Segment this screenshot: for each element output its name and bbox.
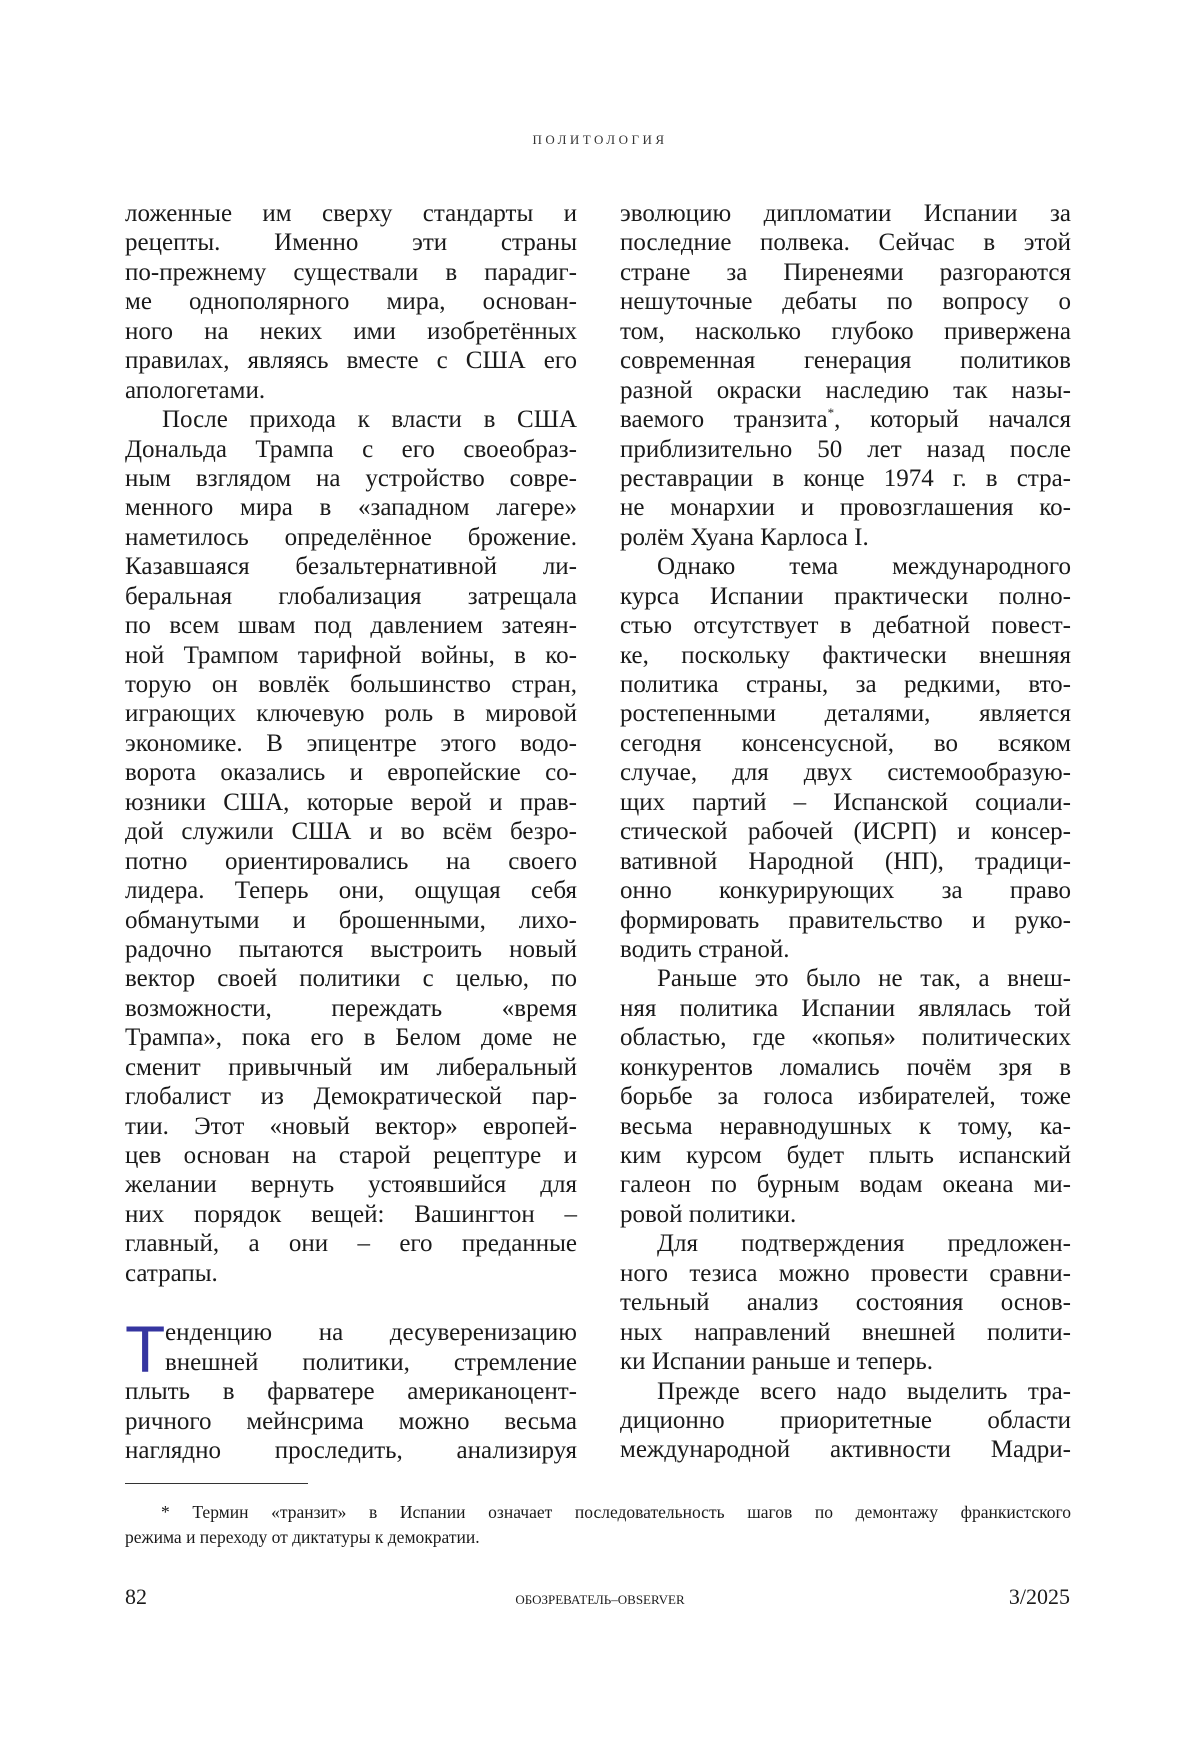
text-line: глобалист из Демократической пар-: [125, 1082, 577, 1111]
text-line: торую он вовлёк большинство стран,: [125, 670, 577, 699]
text-line: ных направлений внешней полити-: [620, 1318, 1071, 1347]
text-line: случае, для двух системообразую-: [620, 758, 1071, 787]
text-line: онно конкурирующих за право: [620, 876, 1071, 905]
paragraph: [620, 1377, 1071, 1465]
text-line: них порядок вещей: Вашингтон –: [125, 1200, 577, 1229]
text-line: вектор своей политики с целью, по: [125, 964, 577, 993]
page-number: 82: [125, 1584, 147, 1610]
text-line: ким курсом будет плыть испанский: [620, 1141, 1071, 1170]
text-line: нешуточные дебаты по вопросу о: [620, 287, 1071, 316]
text-line: курса Испании практически полно-: [620, 582, 1071, 611]
text-line: не монархии и провозглашения ко-: [620, 493, 1071, 522]
text-line: обманутыми и брошенными, лихо-: [125, 906, 577, 935]
text-line: [620, 405, 1071, 434]
text-line: весьма неравнодушных к тому, ка-: [620, 1112, 1071, 1141]
text-line: ричного мейнсрима можно весьма: [125, 1407, 577, 1436]
footnote-line: режима и переходу от диктатуры к демократии.: [125, 1525, 1071, 1550]
text-line: международной активности Мадри-: [620, 1435, 1071, 1464]
text-line: ке, поскольку фактически внешняя: [620, 641, 1071, 670]
text-line: играющих ключевую роль в мировой: [125, 699, 577, 728]
text-line: диционно приоритетные области: [620, 1406, 1071, 1435]
text-line: цев основан на старой рецептуре и: [125, 1141, 577, 1170]
text-line: экономике. В эпицентре этого водо-: [125, 729, 577, 758]
drop-cap: Т: [125, 1322, 165, 1376]
text-line: областью, где «копья» политических: [620, 1023, 1071, 1052]
text-line: политика страны, за редкими, вто-: [620, 670, 1071, 699]
text-line: реставрации в конце 1974 г. в стра-: [620, 464, 1071, 493]
text-line: формировать правительство и руко-: [620, 906, 1071, 935]
text-line: ложенные им сверху стандарты и: [125, 199, 577, 228]
issue-number: 3/2025: [1009, 1584, 1070, 1610]
text-line: няя политика Испании являлась той: [620, 994, 1071, 1023]
text-line: ворота оказались и европейские со-: [125, 758, 577, 787]
text-line: эволюцию дипломатии Испании за: [620, 199, 1071, 228]
text-line: стической рабочей (ИСРП) и консер-: [620, 817, 1071, 846]
text-line: плыть в фарватере американоцент-: [125, 1377, 577, 1406]
text-line: Казавшаяся безальтернативной ли-: [125, 552, 577, 581]
text-line: том, насколько глубоко привержена: [620, 317, 1071, 346]
text-line: щих партий – Испанской социали-: [620, 788, 1071, 817]
text-line: радочно пытаются выстроить новый: [125, 935, 577, 964]
text-line: юзники США, которые верой и прав-: [125, 788, 577, 817]
text-line: Однако тема международного: [620, 552, 1071, 581]
paragraph: [125, 405, 577, 1288]
text-segment: , который начался: [834, 406, 1071, 433]
text-line: по всем швам под давлением затеян-: [125, 611, 577, 640]
text-line: водить страной.: [620, 935, 1071, 964]
text-line: Трампа», пока его в Белом доме не: [125, 1023, 577, 1052]
text-line: дой служили США и во всём безро-: [125, 817, 577, 846]
text-line: рецепты. Именно эти страны: [125, 228, 577, 257]
text-line: возможности, переждать «время: [125, 994, 577, 1023]
text-line: ровой политики.: [620, 1200, 1071, 1229]
text-line: конкурентов ломались почём зря в: [620, 1053, 1071, 1082]
text-line: Прежде всего надо выделить тра-: [620, 1377, 1071, 1406]
text-line: внешней политики, стремление: [125, 1348, 577, 1377]
paragraph: [125, 1318, 577, 1465]
text-line: ростепенными деталями, является: [620, 699, 1071, 728]
text-line: апологетами.: [125, 376, 577, 405]
text-line: тельный анализ состояния основ-: [620, 1288, 1071, 1317]
footnote: [125, 1500, 1071, 1550]
text-line: енденцию на десуверенизацию: [125, 1318, 577, 1347]
footnote-line: * Термин «транзит» в Испании означает последовательность шагов по демонтажу франкистского: [125, 1500, 1071, 1525]
text-line: вативной Народной (НП), традици-: [620, 847, 1071, 876]
left-column: [125, 199, 577, 1465]
text-line: лидера. Теперь они, ощущая себя: [125, 876, 577, 905]
text-line: ки Испании раньше и теперь.: [620, 1347, 1071, 1376]
paragraph: [620, 199, 1071, 552]
paragraph: [620, 552, 1071, 964]
text-line: ным взглядом на устройство совре-: [125, 464, 577, 493]
text-line: по-прежнему существали в парадиг-: [125, 258, 577, 287]
footnote-marker[interactable]: *: [828, 405, 835, 420]
paragraph: [620, 1229, 1071, 1376]
text-line: правилах, являясь вместе с США его: [125, 346, 577, 375]
text-line: ролём Хуана Карлоса I.: [620, 523, 1071, 552]
text-line: сегодня консенсусной, во всяком: [620, 729, 1071, 758]
text-line: ме однополярного мира, основан-: [125, 287, 577, 316]
journal-title: ОБОЗРЕВАТЕЛЬ–OBSERVER: [0, 1592, 1200, 1608]
text-line: наметилось определённое брожение.: [125, 523, 577, 552]
text-line: менного мира в «западном лагере»: [125, 493, 577, 522]
text-line: борьбе за голоса избирателей, тоже: [620, 1082, 1071, 1111]
text-line: стране за Пиренеями разгораются: [620, 258, 1071, 287]
text-line: галеон по бурным водам океана ми-: [620, 1170, 1071, 1199]
text-line: сатрапы.: [125, 1259, 577, 1288]
text-line: потно ориентировались на своего: [125, 847, 577, 876]
text-line: ной Трампом тарифной войны, в ко-: [125, 641, 577, 670]
text-line: наглядно проследить, анализируя: [125, 1436, 577, 1465]
text-line: приблизительно 50 лет назад после: [620, 435, 1071, 464]
text-line: тии. Этот «новый вектор» европей-: [125, 1112, 577, 1141]
paragraph: [620, 964, 1071, 1229]
text-line: желании вернуть устоявшийся для: [125, 1170, 577, 1199]
text-line: главный, а они – его преданные: [125, 1229, 577, 1258]
text-line: Дональда Трампа с его своеобраз-: [125, 435, 577, 464]
text-line: После прихода к власти в США: [125, 405, 577, 434]
text-line: ного на неких ими изобретённых: [125, 317, 577, 346]
text-line: беральная глобализация затрещала: [125, 582, 577, 611]
text-line: последние полвека. Сейчас в этой: [620, 228, 1071, 257]
paragraph: [125, 199, 577, 405]
text-line: современная генерация политиков: [620, 346, 1071, 375]
text-line: разной окраски наследию так назы-: [620, 376, 1071, 405]
right-column: [620, 199, 1071, 1465]
text-line: Раньше это было не так, а внеш-: [620, 964, 1071, 993]
running-head-section: ПОЛИТОЛОГИЯ: [0, 132, 1200, 148]
paragraph-gap: [125, 1288, 577, 1318]
text-line: ного тезиса можно провести сравни-: [620, 1259, 1071, 1288]
footnote-divider: [125, 1483, 308, 1484]
text-line: сменит привычный им либеральный: [125, 1053, 577, 1082]
text-line: Для подтверждения предложен-: [620, 1229, 1071, 1258]
text-segment: ваемого транзита: [620, 406, 828, 433]
text-line: стью отсутствует в дебатной повест-: [620, 611, 1071, 640]
